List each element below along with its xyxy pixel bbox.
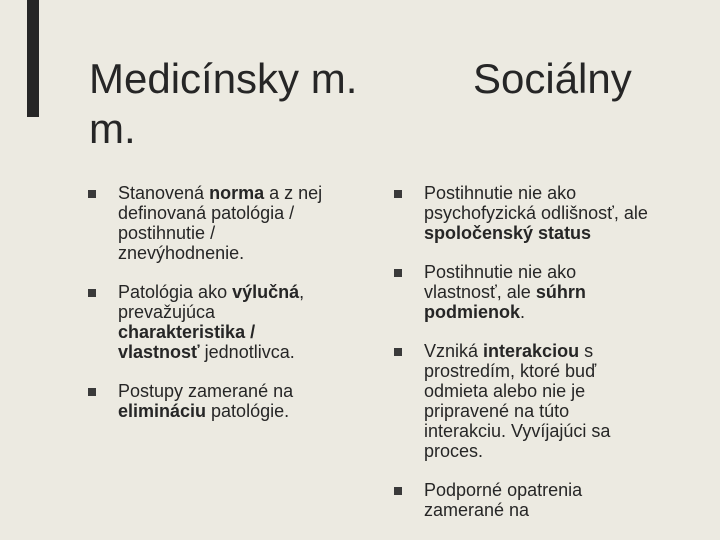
item-text: jednotlivca. xyxy=(199,342,295,362)
item-text: Vzniká xyxy=(424,341,484,361)
bullet-item xyxy=(88,183,338,263)
social-model-list xyxy=(394,183,654,539)
bold-text: súhrn podmienok xyxy=(424,282,586,322)
square-bullet-icon xyxy=(88,190,96,198)
item-text: , prevažujúca xyxy=(118,282,305,322)
bold-text: elimináciu xyxy=(118,401,207,421)
square-bullet-icon xyxy=(394,269,402,277)
square-bullet-icon xyxy=(394,487,402,495)
square-bullet-icon xyxy=(88,388,96,396)
item-text: Patológia ako xyxy=(118,282,233,302)
accent-bar xyxy=(27,0,39,117)
medical-model-list xyxy=(88,183,338,440)
bullet-item xyxy=(88,282,338,362)
item-text: Stanovená xyxy=(118,183,210,203)
title-social-model: Sociálny xyxy=(473,55,632,102)
item-text: Postihnutie nie ako vlastnosť, ale xyxy=(424,262,577,302)
bold-text: spoločenský status xyxy=(424,223,592,243)
square-bullet-icon xyxy=(394,348,402,356)
item-text: patológie. xyxy=(206,401,290,421)
item-text: Postupy zamerané na xyxy=(118,381,294,401)
bold-text: interakciou xyxy=(483,341,580,361)
title-medical-model: Medicínsky m. m. xyxy=(89,55,358,152)
bullet-item xyxy=(88,381,338,421)
square-bullet-icon xyxy=(88,289,96,297)
bullet-item xyxy=(394,480,654,520)
square-bullet-icon xyxy=(394,190,402,198)
bold-text: norma xyxy=(209,183,265,203)
bullet-item xyxy=(394,262,654,322)
item-text: s prostredím, ktoré buď odmieta alebo nie je pripravené na túto interakciu. Vyvíjajúci sa proces. xyxy=(424,341,611,461)
item-text: a z nej definovaná patológia / postihnutie / znevýhodnenie. xyxy=(118,183,323,263)
item-text: Podporné opatrenia zamerané na xyxy=(424,480,583,520)
bold-text: charakteristika / vlastnosť xyxy=(118,322,256,362)
bullet-item xyxy=(394,183,654,243)
item-text: . xyxy=(520,302,526,322)
bullet-item xyxy=(394,341,654,461)
bold-text: výlučná xyxy=(232,282,300,302)
item-text: Postihnutie nie ako psychofyzická odlišnosť, ale xyxy=(424,183,648,223)
